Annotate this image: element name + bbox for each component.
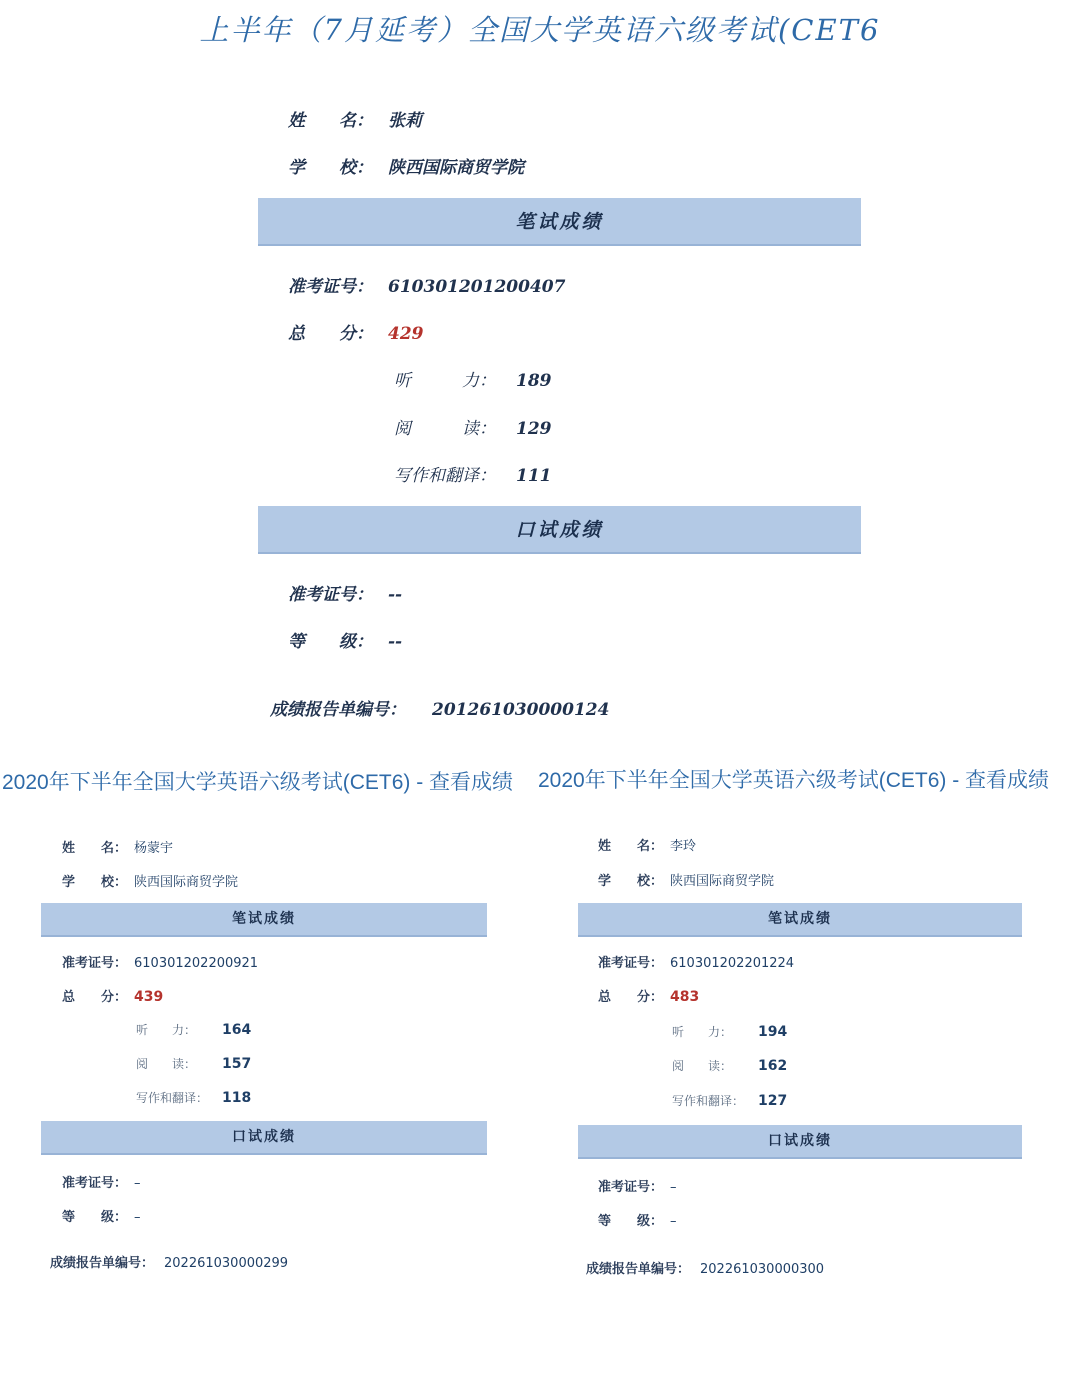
right-report-value: 202261030000300 [700,1262,825,1277]
top-listening-row [394,366,552,391]
left-name-value: 杨蒙宇 [134,841,174,856]
left-listening-label: 听 力： [136,1023,197,1037]
right-total-label: 总 分： [598,990,664,1005]
top-school-value: 陕西国际商贸学院 [388,158,524,178]
right-oral-header: 口试成绩 [578,1125,1022,1159]
top-total-value: 429 [388,324,424,344]
right-school-row [598,870,774,889]
left-ticket-row [62,952,258,971]
top-writing-row [394,461,552,486]
right-oral-ticket-row [598,1176,677,1195]
left-reading-value: 157 [222,1056,252,1072]
left-page-title: 2020年下半年全国大学英语六级考试(CET6) - 查看成绩 [2,771,514,794]
top-oral-ticket-label: 准考证号： [288,585,373,605]
top-ticket-label: 准考证号： [288,277,373,297]
left-name-row [62,837,173,856]
left-report-row [50,1252,288,1271]
right-listening-value: 194 [758,1024,788,1040]
top-oral-header: 口试成绩 [258,506,861,554]
right-school-label: 学 校： [598,874,664,889]
left-oral-ticket-value: – [134,1176,141,1191]
left-oral-ticket-label: 准考证号： [62,1176,128,1191]
right-ticket-value: 610301202201224 [670,956,795,971]
right-name-label: 姓 名： [598,839,664,854]
left-total-row [62,986,163,1005]
top-page-title: 上半年（7月延考）全国大学英语六级考试(CET6 [199,13,881,47]
top-total-row [288,319,424,344]
right-reading-label: 阅 读： [672,1059,733,1073]
left-grade-label: 等 级： [62,1210,128,1225]
left-writing-label: 写作和翻译： [136,1091,209,1105]
right-written-header: 笔试成绩 [578,903,1022,937]
top-total-label: 总 分： [288,324,373,344]
top-reading-label: 阅 读： [394,419,496,439]
left-report-value: 202261030000299 [164,1256,289,1271]
left-report-label: 成绩报告单编号： [50,1256,155,1271]
top-ticket-value: 610301201200407 [388,277,566,297]
left-school-value: 陕西国际商贸学院 [134,875,239,890]
left-ticket-label: 准考证号： [62,956,128,971]
top-written-header: 笔试成绩 [258,198,861,246]
right-report-label: 成绩报告单编号： [586,1262,691,1277]
top-ticket-row [288,272,565,297]
right-ticket-label: 准考证号： [598,956,664,971]
left-total-value: 439 [134,989,164,1005]
right-page-title: 2020年下半年全国大学英语六级考试(CET6) - 查看成绩 [538,769,1050,792]
top-school-label: 学 校： [288,158,373,178]
right-oral-ticket-value: – [670,1180,677,1195]
left-school-label: 学 校： [62,875,128,890]
top-name-row [288,106,422,131]
left-ticket-value: 610301202200921 [134,956,259,971]
right-school-value: 陕西国际商贸学院 [670,874,775,889]
right-name-value: 李玲 [670,839,697,854]
left-grade-value: – [134,1210,141,1225]
right-oral-ticket-label: 准考证号： [598,1180,664,1195]
left-reading-label: 阅 读： [136,1057,197,1071]
left-oral-ticket-row [62,1172,141,1191]
right-name-row [598,835,696,854]
top-name-label: 姓 名： [288,111,373,131]
right-report-row [586,1258,824,1277]
left-writing-value: 118 [222,1090,252,1106]
top-reading-row [394,414,552,439]
left-writing-row [136,1087,251,1106]
right-total-value: 483 [670,989,700,1005]
right-reading-row [672,1055,787,1074]
top-grade-label: 等 级： [288,632,373,652]
top-reading-value: 129 [516,419,552,439]
top-listening-label: 听 力： [394,371,496,391]
left-written-header: 笔试成绩 [41,903,487,937]
left-oral-header: 口试成绩 [41,1121,487,1155]
right-writing-value: 127 [758,1093,788,1109]
left-grade-row [62,1206,141,1225]
left-name-label: 姓 名： [62,841,128,856]
right-grade-value: – [670,1214,677,1229]
left-total-label: 总 分： [62,990,128,1005]
right-writing-row [672,1090,787,1109]
top-report-value: 201261030000124 [432,700,610,720]
left-listening-row [136,1019,251,1038]
top-grade-row [288,627,402,652]
right-grade-row [598,1210,677,1229]
right-grade-label: 等 级： [598,1214,664,1229]
top-writing-label: 写作和翻译： [394,466,496,486]
top-report-label: 成绩报告单编号： [270,700,406,720]
right-reading-value: 162 [758,1058,788,1074]
top-grade-value: -- [388,632,403,652]
top-report-row [270,695,609,720]
left-school-row [62,871,238,890]
right-listening-label: 听 力： [672,1025,733,1039]
right-ticket-row [598,952,794,971]
right-writing-label: 写作和翻译： [672,1094,745,1108]
top-writing-value: 111 [516,466,552,486]
top-name-value: 张莉 [388,111,422,131]
right-total-row [598,986,699,1005]
left-reading-row [136,1053,251,1072]
top-oral-ticket-row [288,580,402,605]
right-listening-row [672,1021,787,1040]
top-listening-value: 189 [516,371,552,391]
top-school-row [288,153,524,178]
left-listening-value: 164 [222,1022,252,1038]
top-oral-ticket-value: -- [388,585,403,605]
